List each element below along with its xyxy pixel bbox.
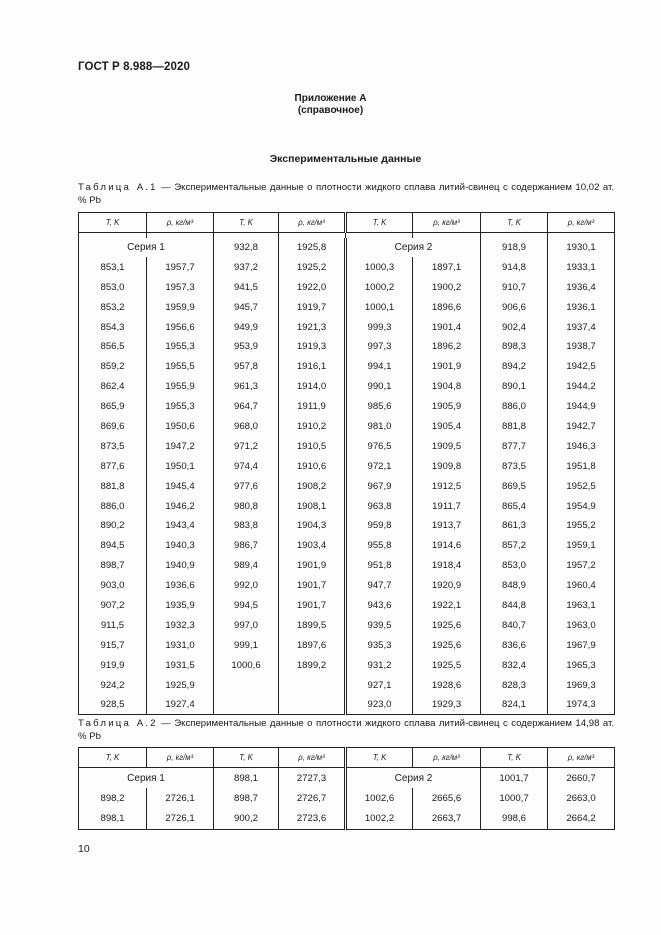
table-cell: 1932,3	[147, 615, 214, 635]
table-cell: 1929,3	[413, 695, 481, 715]
header-cell: ρ, кг/м³	[413, 748, 481, 768]
table-cell: 947,7	[346, 576, 413, 596]
table-cell: 836,6	[481, 635, 548, 655]
table-2-caption	[78, 718, 614, 743]
table-cell: 1896,2	[413, 337, 481, 357]
table-2	[78, 747, 615, 830]
table-cell: 957,8	[214, 357, 279, 377]
table-cell: 1904,3	[279, 516, 346, 536]
table-cell: 2664,2	[548, 809, 615, 830]
table-cell: 1001,7	[481, 768, 548, 789]
table-cell: 869,6	[79, 417, 147, 437]
table-cell: 1942,5	[548, 357, 615, 377]
table-cell: 1931,0	[147, 635, 214, 655]
table-cell: 832,4	[481, 655, 548, 675]
table-cell: 910,7	[481, 277, 548, 297]
table-cell: 1918,4	[413, 556, 481, 576]
table-cell: 890,1	[481, 377, 548, 397]
table-cell: 828,3	[481, 675, 548, 695]
table-cell: 1925,6	[413, 635, 481, 655]
table-header-row	[79, 213, 615, 233]
table-cell: 968,0	[214, 417, 279, 437]
table-cell: 1938,7	[548, 337, 615, 357]
table-cell: 886,0	[79, 496, 147, 516]
table-cell: 877,7	[481, 436, 548, 456]
table-row	[79, 596, 615, 616]
table-cell: 963,8	[346, 496, 413, 516]
table-cell: 2726,1	[147, 809, 214, 830]
table-cell: 900,2	[214, 809, 279, 830]
table-cell: 1965,3	[548, 655, 615, 675]
table-cell: 1950,6	[147, 417, 214, 437]
table-cell: 1943,4	[147, 516, 214, 536]
header-cell: T, K	[346, 213, 413, 233]
table-cell: 1905,4	[413, 417, 481, 437]
table-cell: 1930,1	[548, 238, 615, 258]
table-cell: 1955,2	[548, 516, 615, 536]
table-row	[79, 809, 615, 830]
table-cell: 1957,7	[147, 257, 214, 277]
table-cell: 1904,8	[413, 377, 481, 397]
table-cell: 1936,1	[548, 297, 615, 317]
table-cell: 1901,9	[279, 556, 346, 576]
table-cell: 1931,5	[147, 655, 214, 675]
table-cell: 1920,9	[413, 576, 481, 596]
table-cell: 1925,5	[413, 655, 481, 675]
table-cell: 959,8	[346, 516, 413, 536]
table-cell: 1959,9	[147, 297, 214, 317]
table-cell: 971,2	[214, 436, 279, 456]
table-cell: 1000,6	[214, 655, 279, 675]
table-row	[79, 377, 615, 397]
table-cell: 967,9	[346, 476, 413, 496]
table-cell: 1951,8	[548, 456, 615, 476]
table-cell: 898,2	[79, 788, 147, 809]
table-cell: 1919,7	[279, 297, 346, 317]
table-row	[79, 397, 615, 417]
document-header: ГОСТ Р 8.988—2020	[78, 61, 190, 73]
appendix-subtitle: (справочное)	[297, 105, 364, 116]
table-cell	[214, 695, 279, 715]
table-cell: 986,7	[214, 536, 279, 556]
table-cell: 949,9	[214, 317, 279, 337]
table-row	[79, 675, 615, 695]
table-cell: 953,9	[214, 337, 279, 357]
table-cell: 824,1	[481, 695, 548, 715]
table-cell: 1922,1	[413, 596, 481, 616]
header-cell: T, K	[481, 213, 548, 233]
header-cell: ρ, кг/м³	[548, 748, 615, 768]
table-cell: 1944,9	[548, 397, 615, 417]
table-row	[79, 516, 615, 536]
table-cell	[214, 675, 279, 695]
table-cell: 1921,3	[279, 317, 346, 337]
table-cell: 1955,3	[147, 337, 214, 357]
table-cell: 1899,5	[279, 615, 346, 635]
table-1-caption	[78, 182, 614, 207]
table-cell: 859,2	[79, 357, 147, 377]
table-cell: 1974,3	[548, 695, 615, 715]
table-cell: 869,5	[481, 476, 548, 496]
table-cell: 980,8	[214, 496, 279, 516]
table-cell: 1910,6	[279, 456, 346, 476]
table-cell: 1925,2	[279, 257, 346, 277]
table-cell: 1909,8	[413, 456, 481, 476]
table-row	[79, 695, 615, 715]
table-row	[79, 257, 615, 277]
table-cell: 1935,9	[147, 596, 214, 616]
table-cell: 1969,3	[548, 675, 615, 695]
series-2-label: Серия 2	[346, 238, 481, 258]
table-cell: 981,0	[346, 417, 413, 437]
table-cell: 1897,6	[279, 635, 346, 655]
table-cell: 873,5	[481, 456, 548, 476]
table-row	[79, 317, 615, 337]
table-cell: 1911,7	[413, 496, 481, 516]
table-cell: 1899,2	[279, 655, 346, 675]
table-cell: 2726,7	[279, 788, 346, 809]
table-cell: 1925,6	[413, 615, 481, 635]
table-row	[79, 496, 615, 516]
table-cell: 1933,1	[548, 257, 615, 277]
table-cell: 918,9	[481, 238, 548, 258]
table-row	[79, 357, 615, 377]
table-cell: 1946,3	[548, 436, 615, 456]
table-cell: 890,2	[79, 516, 147, 536]
table-cell: 1940,9	[147, 556, 214, 576]
table-cell: 881,8	[481, 417, 548, 437]
table-cell: 961,3	[214, 377, 279, 397]
table-cell: 903,0	[79, 576, 147, 596]
table-cell: 937,2	[214, 257, 279, 277]
table-cell: 994,5	[214, 596, 279, 616]
header-cell: ρ, кг/м³	[147, 748, 214, 768]
table-cell: 1901,9	[413, 357, 481, 377]
table-cell: 983,8	[214, 516, 279, 536]
table-2-caption-text: — Экспериментальные данные о плотности жидкого сплава литий-свинец с содержанием 14,98 ат. % Pb	[78, 718, 615, 742]
table-cell: 1905,9	[413, 397, 481, 417]
page-number: 10	[78, 843, 90, 855]
table-cell: 1957,2	[548, 556, 615, 576]
table-cell: 1919,3	[279, 337, 346, 357]
series-1-label: Серия 1	[79, 768, 214, 789]
table-cell: 1947,2	[147, 436, 214, 456]
table-cell: 1954,9	[548, 496, 615, 516]
table-cell: 2660,7	[548, 768, 615, 789]
table-cell: 989,4	[214, 556, 279, 576]
table-cell: 1925,9	[147, 675, 214, 695]
table-cell	[279, 675, 346, 695]
table-cell: 1960,4	[548, 576, 615, 596]
table-cell: 915,7	[79, 635, 147, 655]
table-row	[79, 238, 615, 258]
table-cell: 907,2	[79, 596, 147, 616]
table-cell: 894,2	[481, 357, 548, 377]
table-cell: 848,9	[481, 576, 548, 596]
table-cell: 1945,4	[147, 476, 214, 496]
table-cell: 1896,6	[413, 297, 481, 317]
table-cell: 865,9	[79, 397, 147, 417]
table-cell: 943,6	[346, 596, 413, 616]
header-cell: T, K	[79, 213, 147, 233]
table-cell: 1925,8	[279, 238, 346, 258]
table-row	[79, 615, 615, 635]
table-cell: 927,1	[346, 675, 413, 695]
table-row	[79, 536, 615, 556]
header-cell: ρ, кг/м³	[548, 213, 615, 233]
series-2-label: Серия 2	[346, 768, 481, 789]
table-cell: 931,2	[346, 655, 413, 675]
table-cell: 840,7	[481, 615, 548, 635]
table-cell: 985,6	[346, 397, 413, 417]
table-cell: 1908,1	[279, 496, 346, 516]
table-cell: 853,1	[79, 257, 147, 277]
table-cell: 1936,6	[147, 576, 214, 596]
table-cell: 2665,6	[413, 788, 481, 809]
table-cell: 923,0	[346, 695, 413, 715]
table-cell: 1937,4	[548, 317, 615, 337]
table-cell: 932,8	[214, 238, 279, 258]
table-cell: 1916,1	[279, 357, 346, 377]
table-header-row	[79, 748, 615, 768]
table-row	[79, 635, 615, 655]
table-cell: 955,8	[346, 536, 413, 556]
table-cell: 1910,5	[279, 436, 346, 456]
header-cell: ρ, кг/м³	[279, 748, 346, 768]
header-cell: ρ, кг/м³	[413, 213, 481, 233]
table-cell: 1910,2	[279, 417, 346, 437]
table-1-caption-text: — Экспериментальные данные о плотности жидкого сплава литий-свинец с содержанием 10,02 ат. % Pb	[78, 182, 615, 206]
table-cell: 1955,3	[147, 397, 214, 417]
table-cell: 1914,6	[413, 536, 481, 556]
section-title: Экспериментальные данные	[269, 153, 422, 165]
table-row	[79, 476, 615, 496]
table-cell: 1000,7	[481, 788, 548, 809]
table-cell: 992,0	[214, 576, 279, 596]
table-cell: 911,5	[79, 615, 147, 635]
table-row	[79, 655, 615, 675]
table-cell: 853,0	[79, 277, 147, 297]
series-1-label: Серия 1	[79, 238, 214, 258]
table-cell: 2727,3	[279, 768, 346, 789]
table-cell: 862,4	[79, 377, 147, 397]
table-cell: 964,7	[214, 397, 279, 417]
table-row	[79, 768, 615, 789]
table-cell: 1000,2	[346, 277, 413, 297]
table-cell: 1922,0	[279, 277, 346, 297]
table-cell: 974,4	[214, 456, 279, 476]
table-cell: 1002,6	[346, 788, 413, 809]
table-cell: 1002,2	[346, 809, 413, 830]
table-cell: 997,0	[214, 615, 279, 635]
table-cell: 999,3	[346, 317, 413, 337]
table-cell: 1942,7	[548, 417, 615, 437]
table-row	[79, 297, 615, 317]
table-1-caption-lead: Таблица А.1	[78, 182, 158, 193]
table-cell: 898,1	[214, 768, 279, 789]
table-cell: 853,2	[79, 297, 147, 317]
table-cell: 919,9	[79, 655, 147, 675]
appendix-title: Приложение А	[294, 93, 367, 104]
table-cell: 1956,6	[147, 317, 214, 337]
table-row	[79, 436, 615, 456]
table-cell: 1928,6	[413, 675, 481, 695]
table-cell: 856,5	[79, 337, 147, 357]
table-cell: 997,3	[346, 337, 413, 357]
header-cell: ρ, кг/м³	[147, 213, 214, 233]
table-cell: 976,5	[346, 436, 413, 456]
table-row	[79, 556, 615, 576]
table-cell: 1963,0	[548, 615, 615, 635]
table-cell: 898,3	[481, 337, 548, 357]
table-cell: 1913,7	[413, 516, 481, 536]
table-cell: 906,6	[481, 297, 548, 317]
table-cell: 1901,7	[279, 596, 346, 616]
table-cell: 1900,2	[413, 277, 481, 297]
table-cell: 1927,4	[147, 695, 214, 715]
table-cell: 1897,1	[413, 257, 481, 277]
table-cell: 886,0	[481, 397, 548, 417]
table-cell: 1914,0	[279, 377, 346, 397]
table-cell: 1963,1	[548, 596, 615, 616]
table-cell: 945,7	[214, 297, 279, 317]
table-cell: 1912,5	[413, 476, 481, 496]
table-cell: 1000,1	[346, 297, 413, 317]
table-cell: 881,8	[79, 476, 147, 496]
table-2-caption-lead: Таблица А.2	[78, 718, 158, 729]
table-cell: 1909,5	[413, 436, 481, 456]
table-cell: 1936,4	[548, 277, 615, 297]
table-cell: 1901,4	[413, 317, 481, 337]
table-cell: 857,2	[481, 536, 548, 556]
table-cell: 898,7	[79, 556, 147, 576]
table-row	[79, 417, 615, 437]
table-cell: 1901,7	[279, 576, 346, 596]
table-cell: 941,5	[214, 277, 279, 297]
table-cell: 2726,1	[147, 788, 214, 809]
table-cell: 2723,6	[279, 809, 346, 830]
table-cell: 1952,5	[548, 476, 615, 496]
table-cell: 994,1	[346, 357, 413, 377]
table-cell: 2663,7	[413, 809, 481, 830]
header-cell: T, K	[214, 213, 279, 233]
table-cell: 951,8	[346, 556, 413, 576]
table-row	[79, 456, 615, 476]
table-cell: 1959,1	[548, 536, 615, 556]
table-cell: 853,0	[481, 556, 548, 576]
table-cell: 844,8	[481, 596, 548, 616]
table-cell: 977,6	[214, 476, 279, 496]
table-cell: 873,5	[79, 436, 147, 456]
header-cell: ρ, кг/м³	[279, 213, 346, 233]
table-cell: 998,6	[481, 809, 548, 830]
table-cell: 1908,2	[279, 476, 346, 496]
table-cell: 1944,2	[548, 377, 615, 397]
table-cell	[279, 695, 346, 715]
table-cell: 928,5	[79, 695, 147, 715]
table-cell: 902,4	[481, 317, 548, 337]
table-cell: 861,3	[481, 516, 548, 536]
table-row	[79, 337, 615, 357]
table-cell: 898,7	[214, 788, 279, 809]
table-row	[79, 788, 615, 809]
table-cell: 2663,0	[548, 788, 615, 809]
header-cell: T, K	[214, 748, 279, 768]
table-cell: 1967,9	[548, 635, 615, 655]
table-cell: 1000,3	[346, 257, 413, 277]
table-cell: 935,3	[346, 635, 413, 655]
header-cell: T, K	[481, 748, 548, 768]
table-cell: 1957,3	[147, 277, 214, 297]
table-cell: 1940,3	[147, 536, 214, 556]
table-cell: 865,4	[481, 496, 548, 516]
table-cell: 972,1	[346, 456, 413, 476]
table-cell: 898,1	[79, 809, 147, 830]
table-cell: 1946,2	[147, 496, 214, 516]
table-1	[78, 212, 615, 715]
table-cell: 1903,4	[279, 536, 346, 556]
table-cell: 999,1	[214, 635, 279, 655]
table-cell: 894,5	[79, 536, 147, 556]
header-cell: T, K	[346, 748, 413, 768]
table-row	[79, 576, 615, 596]
table-cell: 1911,9	[279, 397, 346, 417]
table-cell: 1955,5	[147, 357, 214, 377]
table-cell: 990,1	[346, 377, 413, 397]
table-cell: 914,8	[481, 257, 548, 277]
table-cell: 1950,1	[147, 456, 214, 476]
table-cell: 854,3	[79, 317, 147, 337]
table-row	[79, 277, 615, 297]
table-cell: 877,6	[79, 456, 147, 476]
header-cell: T, K	[79, 748, 147, 768]
table-cell: 924,2	[79, 675, 147, 695]
table-cell: 939,5	[346, 615, 413, 635]
table-cell: 1955,9	[147, 377, 214, 397]
